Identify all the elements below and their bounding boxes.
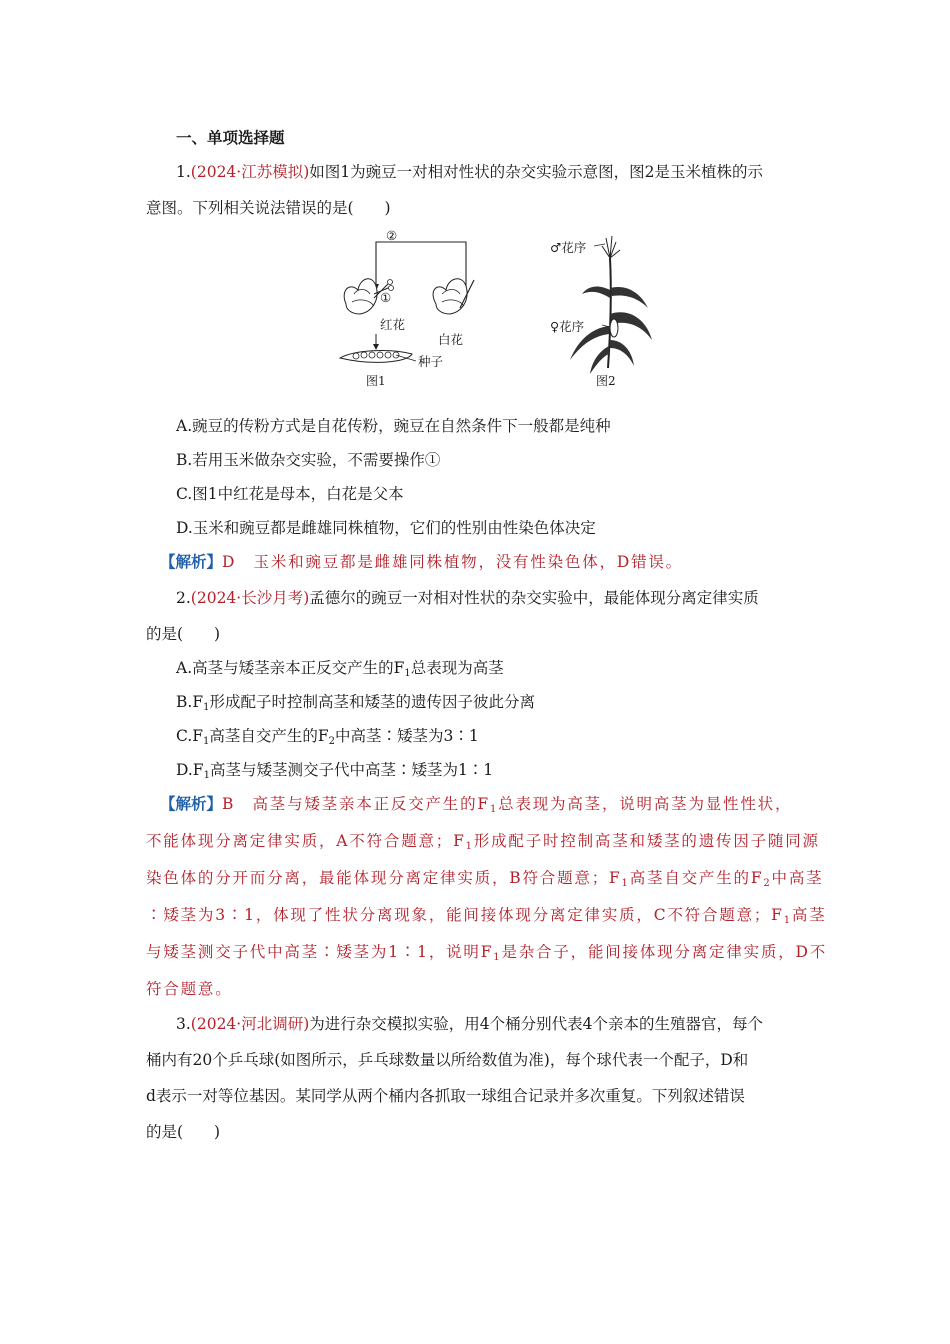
q2-option-d: $D.F_1$高茎与矮茎测交子代中高茎∶矮茎为1∶1 [176,761,494,781]
pea-cross-diagram [330,228,480,390]
analysis-text: D 玉米和豌豆都是雌雄同株植物，没有性染色体，D错误。 [222,553,683,571]
stem-text: 孟德尔的豌豆一对相对性状的杂交实验中，最能体现分离定律实质 [309,589,759,607]
white-flower-label: 白花 [438,332,464,347]
q1-option-a: A.豌豆的传粉方式是自花传粉，豌豆在自然条件下一般都是纯种 [176,417,611,435]
q2-analysis-line-3: 染色体的分开而分离，最能体现分离定律实质，B符合题意；$F_1$高茎自交产生的$F_2$中高茎 [146,869,824,889]
step-1-label: ① [380,290,392,305]
question-source: (2024·江苏模拟) [190,163,310,181]
question-3-stem [176,1014,763,1034]
question-number: 2. [176,589,191,607]
seed-label: 种子 [418,354,444,369]
question-3-stem-cont-2: d表示一对等位基因。某同学从两个桶内各抓取一球组合记录并多次重复。下列叙述错误 [146,1087,745,1105]
q2-analysis-line-5: 与矮茎测交子代中高茎∶矮茎为1∶1，说明$F_1$是杂合子，能间接体现分离定律实质，D不 [146,943,828,963]
q1-option-c: C.图1中红花是母本，白花是父本 [176,485,404,503]
figure-1 [330,228,480,390]
question-number: 3. [176,1015,191,1033]
question-1-stem-cont: 意图。下列相关说法错误的是( ) [146,199,391,217]
q2-option-c: $C.F_1$高茎自交产生的$F_2$中高茎∶矮茎为3∶1 [176,727,479,747]
figure-1-caption: 图1 [366,374,386,388]
question-source: (2024·河北调研) [190,1015,310,1033]
section-title: 一、单项选择题 [176,128,285,147]
q2-analysis-line-6: 符合题意。 [146,980,233,998]
q2-option-a: A.高茎与矮茎亲本正反交产生的$F_1$总表现为高茎 [176,659,504,679]
figure-2-caption: 图2 [596,374,616,388]
question-3-stem-cont-3: 的是( ) [146,1123,221,1141]
analysis-label: 【解析】 [160,552,223,571]
question-number: 1. [176,163,191,181]
question-2-stem-cont: 的是( ) [146,625,221,643]
q2-analysis-line-1: 【解析】B 高茎与矮茎亲本正反交产生的$F_1$总表现为高茎，说明高茎为显性性状， [160,794,793,815]
q1-analysis [160,552,683,572]
female-inflorescence-label: ♀花序 [550,319,585,334]
q2-option-b: $B.F_1$形成配子时控制高茎和矮茎的遗传因子彼此分离 [176,693,535,713]
analysis-label: 【解析】 [160,794,223,813]
male-inflorescence-label: ♂花序 [550,240,587,255]
q2-analysis-line-4: ∶矮茎为3∶1，体现了性状分离现象，能间接体现分离定律实质，C不符合题意；$F_1$高茎 [146,906,827,926]
q1-option-b: B.若用玉米做杂交实验，不需要操作① [176,451,441,469]
stem-text: 如图1为豌豆一对相对性状的杂交实验示意图，图2是玉米植株的示 [309,163,763,181]
q2-analysis-line-2: 不能体现分离定律实质，A不符合题意；$F_1$形成配子时控制高茎和矮茎的遗传因子随同源 [146,832,820,852]
step-2-label: ② [386,228,398,243]
red-flower-label: 红花 [380,317,406,332]
question-2-stem [176,588,759,608]
stem-text: 为进行杂交模拟实验，用4个桶分别代表4个亲本的生殖器官，每个 [309,1015,763,1033]
question-3-stem-cont-1: 桶内有20个乒乓球(如图所示，乒乓球数量以所给数值为准)，每个球代表一个配子，D和 [146,1051,749,1069]
q1-option-d: D.玉米和豌豆都是雌雄同株植物，它们的性别由性染色体决定 [176,519,596,537]
figure-2 [550,228,670,390]
question-1-stem [176,162,763,182]
question-source: (2024·长沙月考) [190,589,310,607]
